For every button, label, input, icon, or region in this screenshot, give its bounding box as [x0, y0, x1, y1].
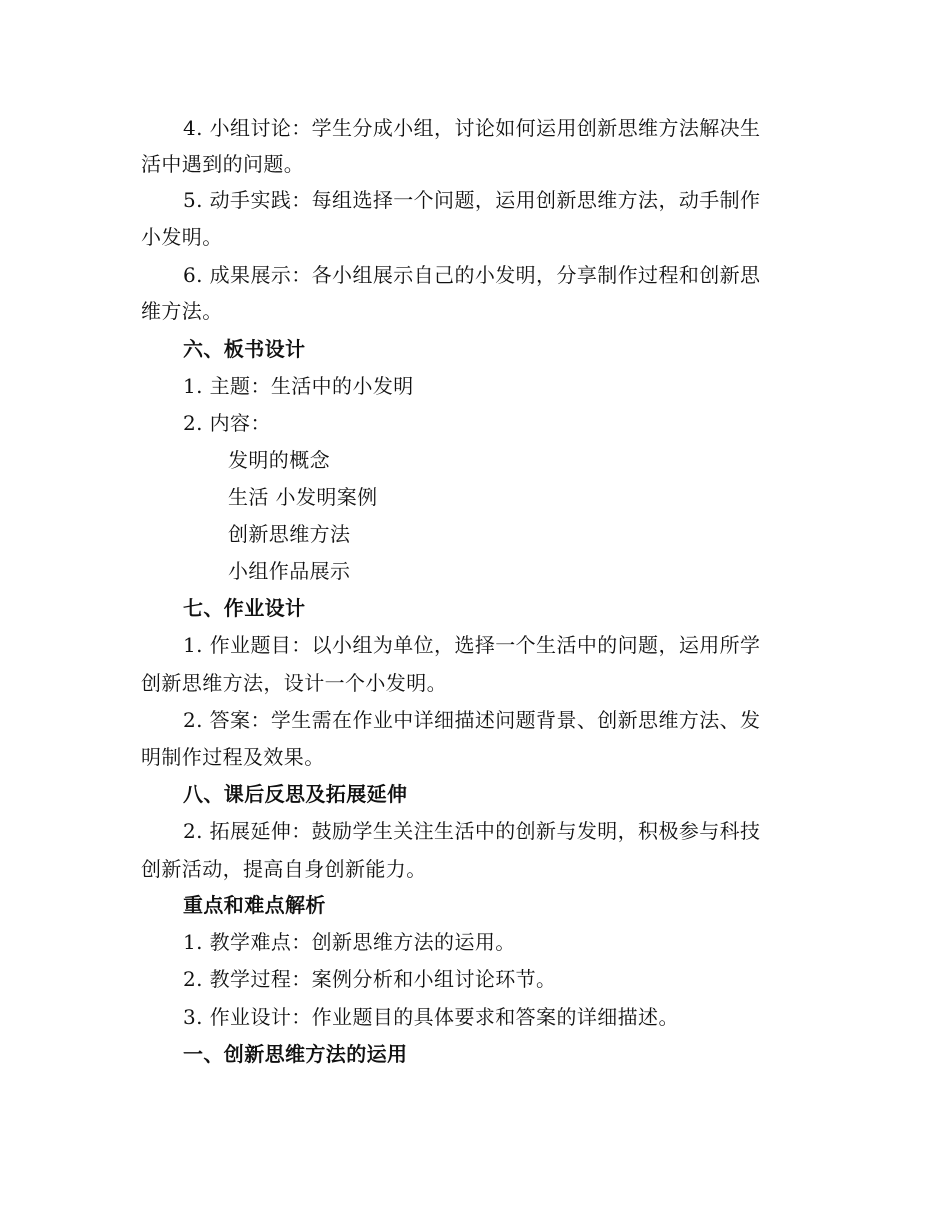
paragraph-line: 维方法。	[141, 299, 223, 323]
paragraph-line: 4. 小组讨论：学生分成小组，讨论如何运用创新思维方法解决生	[183, 116, 761, 140]
board-content-item: 小组作品展示	[228, 559, 351, 583]
paragraph-line: 2. 拓展延伸：鼓励学生关注生活中的创新与发明，积极参与科技	[183, 819, 761, 843]
paragraph-line: 创新思维方法，设计一个小发明。	[141, 671, 447, 695]
list-item: 3. 作业设计：作业题目的具体要求和答案的详细描述。	[183, 1005, 679, 1029]
paragraph-line: 小发明。	[141, 225, 223, 249]
list-item: 1. 教学难点：创新思维方法的运用。	[183, 930, 516, 954]
paragraph-line: 创新活动，提高自身创新能力。	[141, 857, 427, 881]
section-heading: 一、创新思维方法的运用	[183, 1042, 408, 1066]
paragraph-line: 明制作过程及效果。	[141, 745, 325, 769]
paragraph-line: 1. 作业题目：以小组为单位，选择一个生活中的问题，运用所学	[183, 633, 761, 657]
section-heading: 八、课后反思及拓展延伸	[183, 782, 408, 806]
list-item: 2. 内容：	[183, 411, 271, 435]
list-item: 1. 主题：生活中的小发明	[183, 374, 414, 398]
board-content-item: 创新思维方法	[228, 522, 351, 546]
section-heading: 重点和难点解析	[183, 893, 326, 917]
board-content-item: 生活 小发明案例	[228, 485, 378, 509]
paragraph-line: 6. 成果展示：各小组展示自己的小发明，分享制作过程和创新思	[183, 263, 761, 287]
paragraph-line: 5. 动手实践：每组选择一个问题，运用创新思维方法，动手制作	[183, 188, 761, 212]
section-heading: 七、作业设计	[183, 596, 306, 620]
paragraph-line: 2. 答案：学生需在作业中详细描述问题背景、创新思维方法、发	[183, 708, 761, 732]
paragraph-line: 活中遇到的问题。	[141, 152, 305, 176]
section-heading: 六、板书设计	[183, 337, 306, 361]
list-item: 2. 教学过程：案例分析和小组讨论环节。	[183, 967, 557, 991]
board-content-item: 发明的概念	[228, 448, 330, 472]
